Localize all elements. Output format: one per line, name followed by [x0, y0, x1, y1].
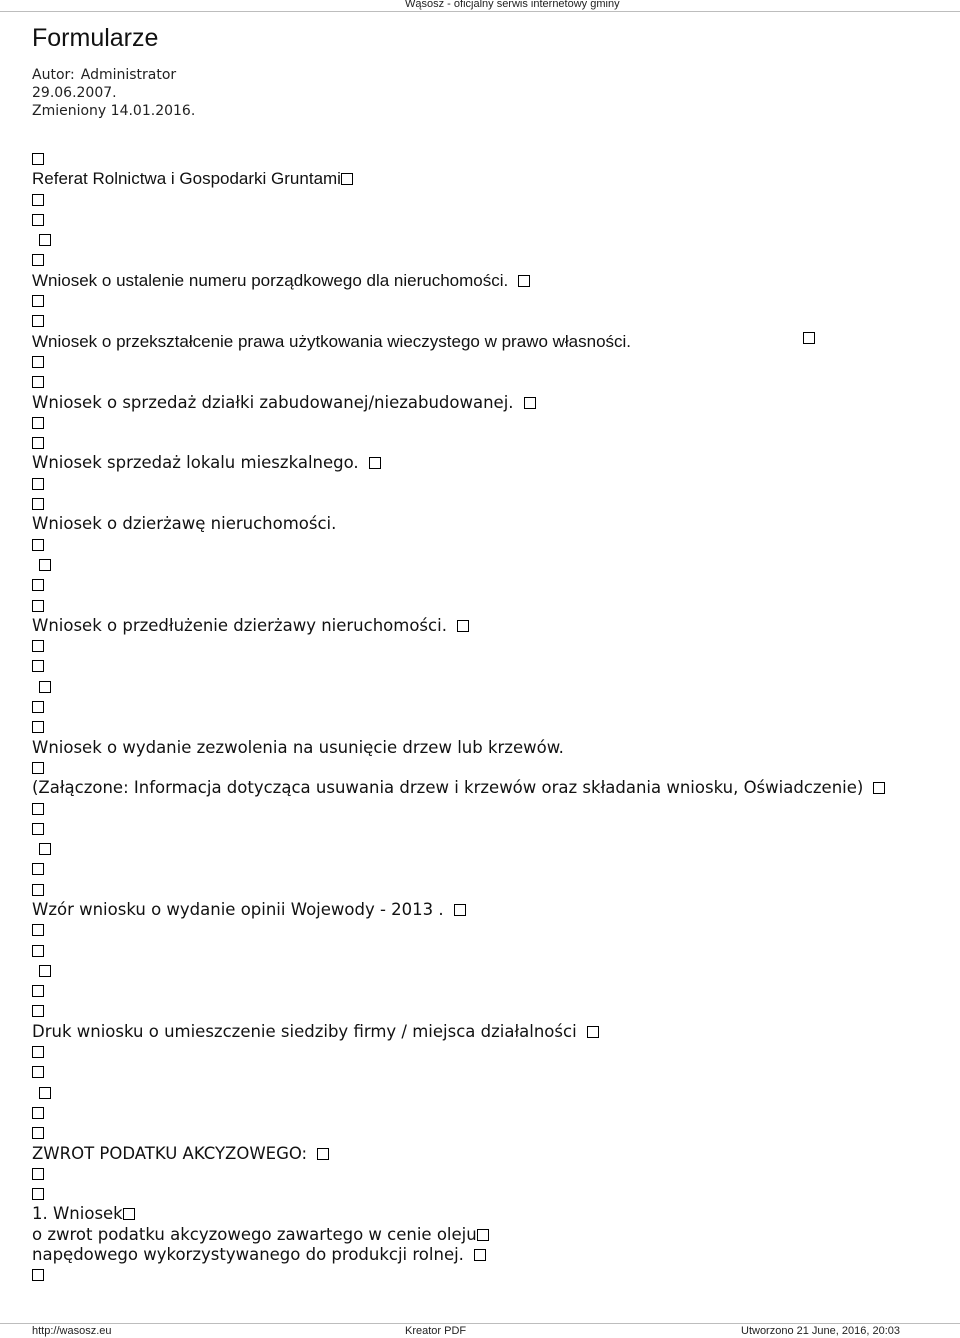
placeholder-line — [32, 717, 930, 737]
modified-date: Zmieniony 14.01.2016. — [32, 103, 196, 119]
placeholder-line — [32, 799, 930, 819]
missing-glyph-icon — [32, 1188, 44, 1200]
placeholder-line — [32, 636, 930, 656]
missing-glyph-icon — [123, 1208, 135, 1220]
missing-glyph-icon — [39, 234, 51, 246]
missing-glyph-icon — [32, 1046, 44, 1058]
form-link[interactable]: (Załączone: Informacja dotycząca usuwania drzew i krzewów oraz składania wniosku, Oświadczenie) — [32, 778, 864, 798]
missing-glyph-icon — [477, 1229, 489, 1241]
missing-glyph-icon — [32, 945, 44, 957]
placeholder-line — [32, 535, 930, 555]
missing-glyph-icon — [369, 457, 381, 469]
missing-glyph-icon — [32, 1107, 44, 1119]
missing-glyph-icon — [39, 1087, 51, 1099]
form-list-item — [32, 169, 930, 189]
missing-glyph-icon — [454, 904, 466, 916]
missing-glyph-icon — [32, 315, 44, 327]
form-link[interactable]: ZWROT PODATKU AKCYZOWEGO: — [32, 1143, 308, 1163]
form-link[interactable]: Wniosek o przekształcenie prawa użytkowania wieczystego w prawo własności. — [32, 331, 632, 351]
missing-glyph-icon — [32, 640, 44, 652]
form-list — [32, 149, 930, 1286]
form-link[interactable]: Wniosek o dzierżawę nieruchomości. — [32, 514, 337, 534]
placeholder-line — [32, 758, 930, 778]
placeholder-line — [32, 961, 930, 981]
missing-glyph-icon — [32, 194, 44, 206]
form-list-item — [32, 271, 930, 291]
placeholder-line — [32, 859, 930, 879]
placeholder-line — [32, 596, 930, 616]
form-list-item — [32, 1245, 930, 1265]
missing-glyph-icon — [518, 275, 530, 287]
placeholder-line — [32, 839, 930, 859]
missing-glyph-icon — [32, 579, 44, 591]
form-list-item — [32, 1144, 930, 1164]
missing-glyph-icon — [32, 803, 44, 815]
form-link[interactable]: Referat Rolnictwa i Gospodarki Gruntami — [32, 169, 341, 189]
placeholder-line — [32, 372, 930, 392]
missing-glyph-icon — [32, 600, 44, 612]
created-date: 29.06.2007. — [32, 85, 117, 101]
placeholder-line — [32, 149, 930, 169]
form-list-item — [32, 1204, 930, 1224]
placeholder-line — [32, 210, 930, 230]
missing-glyph-icon — [32, 214, 44, 226]
missing-glyph-icon — [457, 620, 469, 632]
placeholder-line — [32, 494, 930, 514]
form-link[interactable]: Druk wniosku o umieszczenie siedziby firmy / miejsca działalności — [32, 1021, 577, 1041]
page-title: Formularze — [32, 24, 159, 52]
placeholder-line — [32, 230, 930, 250]
missing-glyph-icon — [32, 153, 44, 165]
placeholder-line — [32, 1103, 930, 1123]
placeholder-line — [32, 1062, 930, 1082]
missing-glyph-icon — [39, 965, 51, 977]
missing-glyph-icon — [32, 376, 44, 388]
author-name[interactable]: Administrator — [80, 67, 177, 83]
missing-glyph-icon — [32, 295, 44, 307]
missing-glyph-icon — [341, 173, 353, 185]
placeholder-line — [32, 555, 930, 575]
placeholder-line — [32, 352, 930, 372]
missing-glyph-icon — [32, 254, 44, 266]
missing-glyph-icon — [32, 762, 44, 774]
missing-glyph-icon — [32, 1168, 44, 1180]
missing-glyph-icon — [32, 356, 44, 368]
placeholder-line — [32, 981, 930, 1001]
form-list-item — [32, 778, 930, 798]
placeholder-line — [32, 1265, 930, 1285]
missing-glyph-icon — [873, 782, 885, 794]
placeholder-line — [32, 1042, 930, 1062]
missing-glyph-icon — [803, 332, 815, 344]
missing-glyph-icon — [474, 1249, 486, 1261]
form-link[interactable]: o zwrot podatku akcyzowego zawartego w cenie oleju — [32, 1224, 477, 1244]
form-list-item — [32, 393, 930, 413]
form-list-item — [32, 738, 930, 758]
missing-glyph-icon — [39, 843, 51, 855]
placeholder-line — [32, 433, 930, 453]
placeholder-line — [32, 1184, 930, 1204]
form-link[interactable]: napędowego wykorzystywanego do produkcji rolnej. — [32, 1245, 464, 1265]
missing-glyph-icon — [32, 498, 44, 510]
placeholder-line — [32, 474, 930, 494]
form-link[interactable]: 1. Wniosek — [32, 1204, 123, 1224]
missing-glyph-icon — [32, 985, 44, 997]
placeholder-line — [32, 1083, 930, 1103]
form-link[interactable]: Wniosek sprzedaż lokalu mieszkalnego. — [32, 453, 359, 473]
missing-glyph-icon — [317, 1148, 329, 1160]
footer-created: Utworzono 21 June, 2016, 20:03 — [741, 1325, 901, 1337]
form-list-item — [32, 616, 930, 636]
author-label: Autor: — [32, 67, 75, 83]
form-list-item — [32, 332, 930, 352]
placeholder-line — [32, 880, 930, 900]
missing-glyph-icon — [32, 823, 44, 835]
author-line — [32, 67, 176, 83]
missing-glyph-icon — [39, 681, 51, 693]
placeholder-line — [32, 1123, 930, 1143]
missing-glyph-icon — [32, 417, 44, 429]
missing-glyph-icon — [32, 539, 44, 551]
site-header: Wąsosz - oficjalny serwis internetowy gminy — [405, 0, 620, 10]
missing-glyph-icon — [587, 1026, 599, 1038]
form-list-item — [32, 1225, 930, 1245]
missing-glyph-icon — [39, 559, 51, 571]
placeholder-line — [32, 311, 930, 331]
missing-glyph-icon — [32, 701, 44, 713]
form-list-item — [32, 453, 930, 473]
form-link[interactable]: Wzór wniosku o wydanie opinii Wojewody - 2013 . — [32, 899, 444, 919]
header-divider — [0, 11, 960, 12]
form-link[interactable]: Wniosek o wydanie zezwolenia na usunięcie drzew lub krzewów. — [32, 737, 564, 757]
missing-glyph-icon — [32, 1005, 44, 1017]
placeholder-line — [32, 250, 930, 270]
missing-glyph-icon — [524, 397, 536, 409]
footer-divider — [0, 1323, 960, 1324]
form-list-item — [32, 900, 930, 920]
placeholder-line — [32, 941, 930, 961]
placeholder-line — [32, 1001, 930, 1021]
placeholder-line — [32, 1164, 930, 1184]
placeholder-line — [32, 920, 930, 940]
placeholder-line — [32, 575, 930, 595]
missing-glyph-icon — [32, 924, 44, 936]
missing-glyph-icon — [32, 1127, 44, 1139]
placeholder-line — [32, 677, 930, 697]
form-list-item — [32, 514, 930, 534]
form-link[interactable]: Wniosek o przedłużenie dzierżawy nieruchomości. — [32, 615, 447, 635]
footer-generator: Kreator PDF — [405, 1325, 467, 1337]
form-link[interactable]: Wniosek o sprzedaż działki zabudowanej/niezabudowanej. — [32, 392, 514, 412]
placeholder-line — [32, 819, 930, 839]
missing-glyph-icon — [32, 1269, 44, 1281]
missing-glyph-icon — [32, 863, 44, 875]
form-link[interactable]: Wniosek o ustalenie numeru porządkowego dla nieruchomości. — [32, 270, 509, 290]
placeholder-line — [32, 291, 930, 311]
missing-glyph-icon — [32, 478, 44, 490]
missing-glyph-icon — [32, 1066, 44, 1078]
placeholder-line — [32, 413, 930, 433]
footer-url[interactable]: http://wasosz.eu — [32, 1325, 112, 1337]
missing-glyph-icon — [32, 721, 44, 733]
missing-glyph-icon — [32, 660, 44, 672]
placeholder-line — [32, 190, 930, 210]
placeholder-line — [32, 656, 930, 676]
missing-glyph-icon — [32, 437, 44, 449]
missing-glyph-icon — [32, 884, 44, 896]
placeholder-line — [32, 697, 930, 717]
form-list-item — [32, 1022, 930, 1042]
